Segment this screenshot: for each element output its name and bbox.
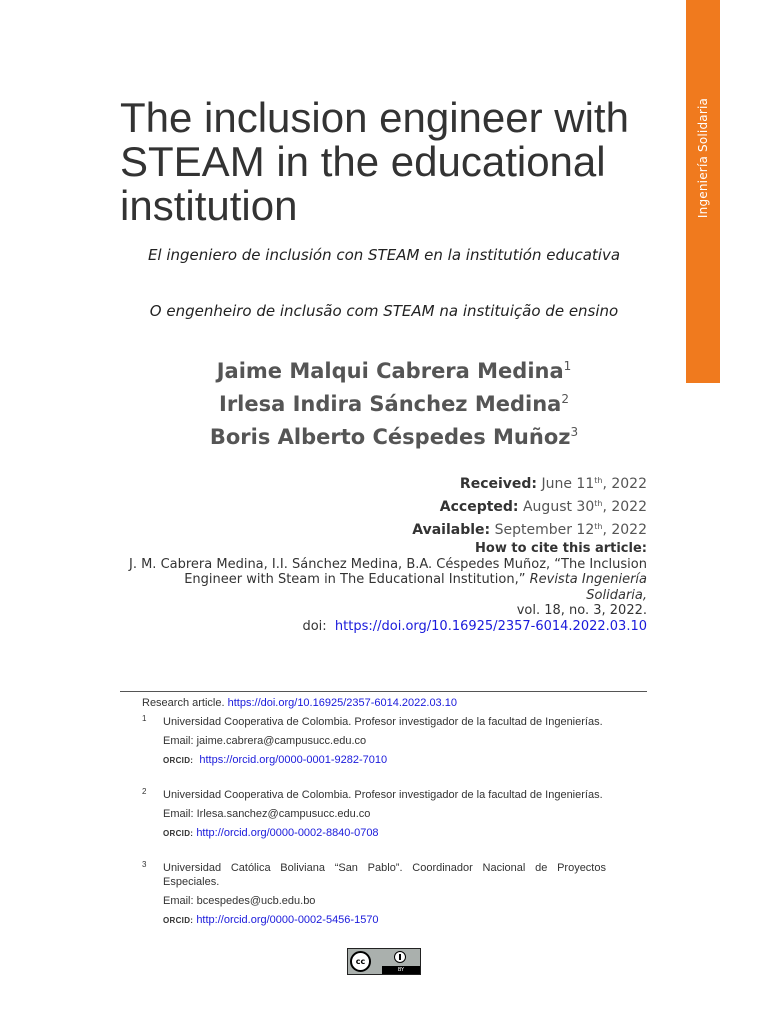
- publication-dates: [412, 471, 647, 540]
- orcid-line: ORCID: http://orcid.org/0000-0002-8840-0708: [163, 827, 379, 839]
- available-date: Available: September 12th, 2022: [412, 522, 647, 538]
- footnote-1: [142, 715, 606, 768]
- affiliation: Universidad Católica Boliviana “San Pablo”. Coordinador Nacional de Proyectos Especiales.: [163, 862, 606, 888]
- author: Irlesa Indira Sánchez Medina$^2$: [219, 392, 569, 416]
- subtitle-portuguese: O engenheiro de inclusão com STEAM na instituição de ensino: [149, 302, 619, 320]
- citation-header: How to cite this article:: [475, 541, 647, 556]
- accepted-date: Accepted: August 30th, 2022: [439, 499, 647, 515]
- citation-block: [127, 541, 647, 634]
- research-article-note: Research article. https://doi.org/10.16925/2357-6014.2022.03.10: [142, 697, 457, 709]
- footnote-number: 3: [142, 860, 147, 869]
- citation-doi: doi: https://doi.org/10.16925/2357-6014.2022.03.10: [302, 618, 647, 634]
- email: Email: jaime.cabrera@campusucc.edu.co: [163, 735, 367, 747]
- email: Email: bcespedes@ucb.edu.bo: [163, 895, 316, 907]
- footnote-number: 2: [142, 787, 147, 796]
- cc-by-icon[interactable]: [347, 948, 421, 975]
- citation-line: vol. 18, no. 3, 2022.: [516, 603, 647, 618]
- side-tab: [686, 0, 720, 383]
- doi-link[interactable]: https://doi.org/10.16925/2357-6014.2022.03.10: [334, 618, 647, 634]
- email: Email: Irlesa.sanchez@campusucc.edu.co: [163, 808, 371, 820]
- received-date: Received: June 11th, 2022: [459, 476, 647, 492]
- orcid-link[interactable]: http://orcid.org/0000-0002-8840-0708: [196, 827, 379, 839]
- footnote-3: [142, 861, 606, 928]
- orcid-line: ORCID: https://orcid.org/0000-0001-9282-7010: [163, 754, 388, 766]
- author: Jaime Malqui Cabrera Medina$^1$: [216, 359, 572, 383]
- orcid-link[interactable]: https://orcid.org/0000-0001-9282-7010: [199, 754, 388, 766]
- attribution-icon: [394, 951, 406, 963]
- orcid-line: ORCID: http://orcid.org/0000-0002-5456-1570: [163, 914, 379, 926]
- author: Boris Alberto Céspedes Muñoz$^3$: [209, 425, 579, 449]
- author-list: [0, 352, 768, 451]
- affiliation: Universidad Cooperativa de Colombia. Profesor investigador de la facultad de Ingenierías.: [163, 789, 603, 801]
- by-label: BY: [382, 966, 420, 974]
- footnote-2: [142, 788, 606, 841]
- orcid-link[interactable]: http://orcid.org/0000-0002-5456-1570: [196, 914, 379, 926]
- cc-icon: cc: [350, 951, 371, 972]
- research-doi-link[interactable]: https://doi.org/10.16925/2357-6014.2022.03.10: [227, 697, 457, 709]
- subtitle-spanish: El ingeniero de inclusión con STEAM en la institutión educativa: [147, 246, 621, 264]
- article-title: The inclusion engineer with STEAM in the educational institution: [120, 94, 629, 229]
- citation-line: Engineer with Steam in The Educational Institution,” Revista Ingeniería Solidaria,: [184, 572, 647, 603]
- citation-line: J. M. Cabrera Medina, I.I. Sánchez Medina, B.A. Céspedes Muñoz, “The Inclusion: [128, 556, 647, 572]
- footnote-divider: [120, 691, 647, 692]
- side-tab-label: Ingeniería Solidaria: [696, 97, 710, 219]
- affiliation: Universidad Cooperativa de Colombia. Profesor investigador de la facultad de Ingenierías.: [163, 716, 603, 728]
- footnote-number: 1: [142, 714, 147, 723]
